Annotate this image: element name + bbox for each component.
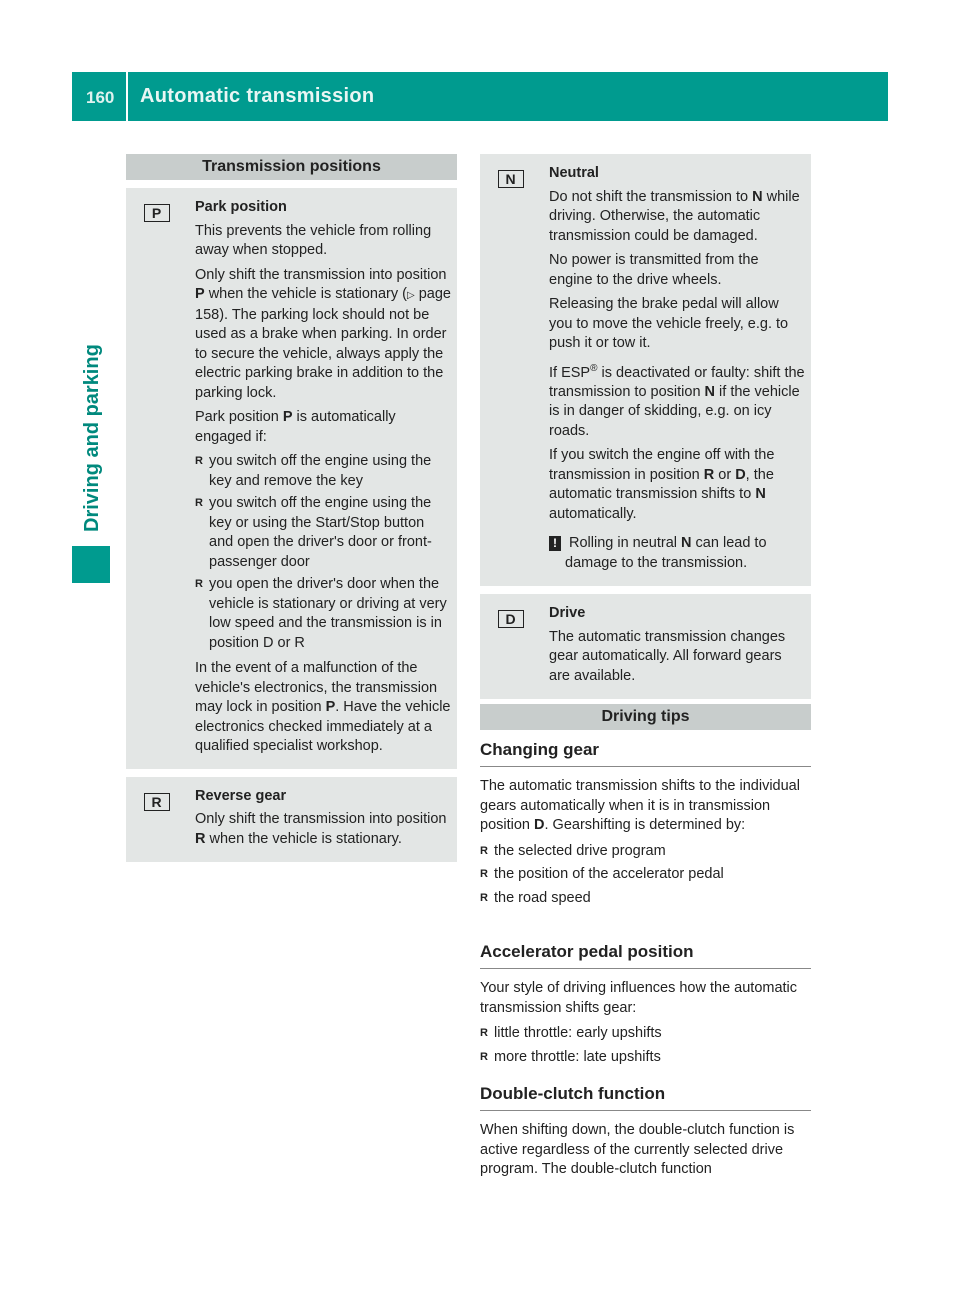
table-row-drive bbox=[480, 586, 811, 699]
list-item: R the road speed bbox=[480, 889, 591, 906]
park-symbol-icon: P bbox=[144, 204, 170, 222]
accelerator-heading: Accelerator pedal position bbox=[480, 942, 694, 961]
driving-tips-band: Driving tips bbox=[480, 704, 811, 730]
warning-icon: ! bbox=[549, 536, 561, 551]
paragraph: Your style of driving influences how the automatic transmission shifts gear: bbox=[480, 980, 798, 1016]
paragraph: In the event of a malfunction of the vehicle's electronics, the transmission may lock in position P. Have the vehicle electronics checked immediately at a qualified specialist workshop. bbox=[195, 660, 451, 754]
transmission-positions-table-continued bbox=[480, 154, 811, 699]
page-title: Automatic transmission bbox=[140, 85, 375, 107]
paragraph: Do not shift the transmission to N while driving. Otherwise, the automatic transmission could be damaged. bbox=[549, 188, 800, 244]
paragraph: This prevents the vehicle from rolling away when stopped. bbox=[195, 222, 432, 258]
paragraph: No power is transmitted from the engine to the drive wheels. bbox=[549, 252, 759, 288]
table-title: Transmission positions bbox=[126, 154, 457, 180]
paragraph: Only shift the transmission into position P when the vehicle is stationary (▷ page 158). The parking lock should not be used as a brake when parking. In order to secure the vehicle, always apply the electric parking brake in addition to the parking lock. bbox=[195, 266, 451, 401]
changing-gear-section bbox=[480, 740, 811, 912]
chapter-marker bbox=[72, 546, 110, 583]
warning-note: ! Rolling in neutral N can lead to damage to the transmission. bbox=[549, 534, 805, 573]
paragraph: The automatic transmission shifts to the individual gears automatically when it is in transmission position D. Gearshifting is determined by: bbox=[480, 778, 800, 833]
list-item: R you open the driver's door when the vehicle is stationary or driving at very low speed and the transmission is in position D or R bbox=[195, 576, 447, 651]
row-title: Reverse gear bbox=[195, 787, 287, 804]
list-item: R the selected drive program bbox=[480, 842, 666, 859]
double-clutch-section bbox=[480, 1084, 811, 1186]
paragraph: Park position P is automatically engaged if: bbox=[195, 409, 396, 445]
list-item: R more throttle: late upshifts bbox=[480, 1048, 661, 1065]
list-item: R little throttle: early upshifts bbox=[480, 1025, 662, 1041]
list-item: R you switch off the engine using the key and remove the key bbox=[195, 453, 432, 489]
table-row-park bbox=[126, 188, 457, 769]
paragraph: When shifting down, the double-clutch function is active regardless of the currently selected drive program. The double-clutch function bbox=[480, 1122, 795, 1177]
row-title: Neutral bbox=[549, 165, 599, 181]
paragraph: The automatic transmission changes gear automatically. All forward gears are available. bbox=[549, 628, 786, 684]
paragraph: Only shift the transmission into position R when the vehicle is stationary. bbox=[195, 811, 447, 847]
paragraph: Releasing the brake pedal will allow you to move the vehicle freely, e.g. to push it or tow it. bbox=[549, 296, 789, 351]
neutral-symbol-icon: N bbox=[498, 170, 524, 188]
list-item: R you switch off the engine using the key or using the Start/Stop button and open the driver's door or front-passenger door bbox=[195, 495, 432, 570]
page-reference-icon: ▷ bbox=[406, 290, 415, 301]
paragraph: If you switch the engine off with the transmission in position R or D, the automatic transmission shifts to N automatically. bbox=[549, 447, 775, 522]
accelerator-section bbox=[480, 942, 811, 1071]
table-row-neutral bbox=[480, 154, 811, 586]
reverse-symbol-icon: R bbox=[144, 793, 170, 811]
heading-rule bbox=[480, 1110, 811, 1112]
list-item: R the position of the accelerator pedal bbox=[480, 866, 724, 882]
drive-symbol-icon: D bbox=[498, 610, 524, 628]
table-row-reverse bbox=[126, 769, 457, 863]
paragraph: If ESP® is deactivated or faulty: shift the transmission to position N if the vehicle is in danger of skidding, e.g. on icy roads. bbox=[549, 362, 805, 439]
chapter-side-label: Driving and parking bbox=[81, 344, 103, 532]
page-number: 160 bbox=[86, 88, 115, 107]
transmission-positions-table bbox=[126, 154, 457, 862]
row-title: Drive bbox=[549, 605, 586, 622]
header-divider bbox=[126, 72, 128, 121]
heading-rule bbox=[480, 968, 811, 970]
double-clutch-heading: Double-clutch function bbox=[480, 1084, 666, 1103]
row-title: Park position bbox=[195, 199, 287, 215]
changing-gear-heading: Changing gear bbox=[480, 740, 600, 759]
heading-rule bbox=[480, 766, 811, 768]
